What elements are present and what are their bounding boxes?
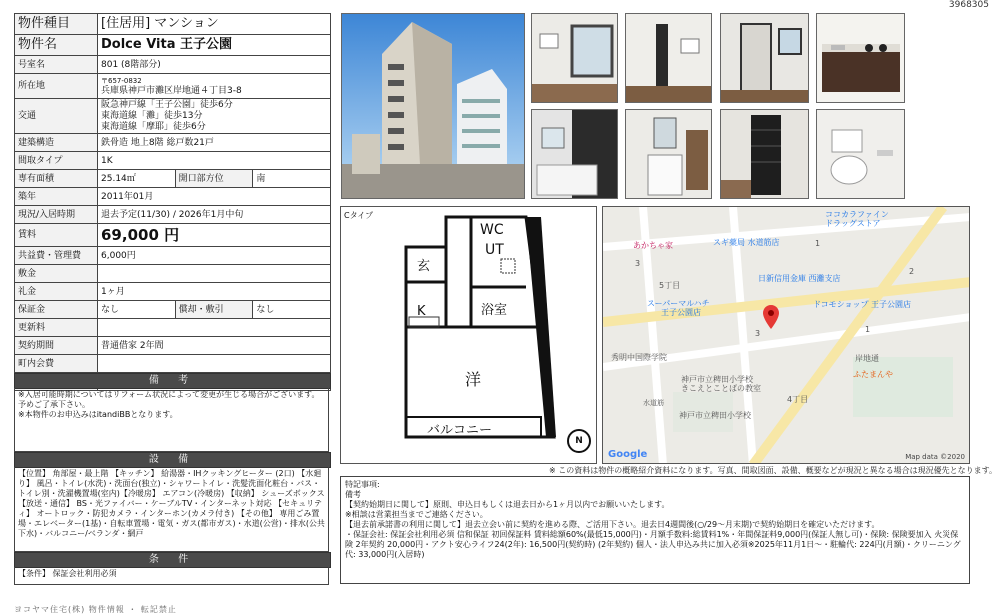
room-value: 801 (8階部分) xyxy=(98,56,331,74)
location-map[interactable] xyxy=(602,206,970,464)
amortization-label: 償却・敷引 xyxy=(175,301,253,319)
map-label: 神戸市立稗田小学校 xyxy=(679,411,751,420)
map-label: あかちゃ家 xyxy=(633,241,673,250)
map-label: スーパーマルハチ xyxy=(647,299,710,308)
map-label: 3 xyxy=(635,259,641,268)
genkan-label: 玄 xyxy=(417,259,431,274)
room-label: 号室名 xyxy=(15,56,98,74)
map-label: 2 xyxy=(909,267,915,276)
traffic-label: 交通 xyxy=(15,99,98,134)
direction-label: 開口部方位 xyxy=(175,170,253,188)
biko-header: 備 考 xyxy=(14,373,331,389)
traffic-line: 阪急神戸線「王子公園」徒歩6分 xyxy=(101,99,233,110)
setsubi-text: 【位置】 角部屋・最上階 【キッチン】 給湯器・IHクッキングヒーター (2口) 【水廻り】 風呂・トイレ(水洗)・洗面台(独立)・シャワートイレ・洗髪洗面化粧台・バス・トイレ別・洗濯機置場(室内)【冷暖房】 エアコン(冷暖房) 【収納】 シューズボックス 【放送・通信】 BS・光ファイバー・ケーブルTV・インターネット対応 【セキュリティ】 オートロック・防犯カメラ・インターホン(カメラ付き) 【その他】 専用ごみ置場・エレベーター(1基)・自転車置場・電気・ガス(都市ガス)・水道(公営)・排水(公共下水)・バルコニー/ベランダ・網戸 xyxy=(14,467,329,552)
address-value xyxy=(98,74,331,99)
contract-value: 普通借家 2年間 xyxy=(98,337,331,355)
document-id: 3968305 xyxy=(948,0,989,10)
area-label: 専有面積 xyxy=(15,170,98,188)
move-in-value: 退去予定(11/30) / 2026年1月中旬 xyxy=(98,206,331,224)
footer-text: ヨコヤマ住宅(株) 物件情報 ・ 転記禁止 xyxy=(14,605,177,614)
guarantee-label: 保証金 xyxy=(15,301,98,319)
town-fee-value xyxy=(98,355,331,373)
balcony-label: バルコニー xyxy=(427,423,493,438)
rent-label: 賃料 xyxy=(15,224,98,247)
joken-header: 条 件 xyxy=(14,552,331,568)
guarantee-value: なし xyxy=(98,301,176,319)
map-label: 日新信用金庫 西灘支店 xyxy=(758,274,841,283)
building-exterior-photo xyxy=(341,13,525,199)
traffic-value xyxy=(98,99,331,134)
renewal-label: 更新料 xyxy=(15,319,98,337)
disclaimer-note: ※ この資料は物件の概略紹介資料になります。写真、間取図面、設備、概要などが現況と異なる場合は現況優先となります。 xyxy=(549,466,997,475)
address-label: 所在地 xyxy=(15,74,98,99)
zip-code: 〒657-0832 xyxy=(101,77,142,85)
room-photo-closet xyxy=(720,13,809,103)
map-label: ココカラファイン xyxy=(825,210,889,219)
kitchen-label: K xyxy=(417,304,426,319)
traffic-line: 東海道線「灘」徒歩13分 xyxy=(101,110,203,121)
map-copyright: Map data ©2020 xyxy=(905,453,965,461)
traffic-line: 東海道線「摩耶」徒歩6分 xyxy=(101,121,206,132)
map-label: ふたまんや xyxy=(853,370,893,379)
map-label: ドコモショップ 王子公園店 xyxy=(813,300,912,309)
amortization-value: なし xyxy=(253,301,331,319)
name-value: Dolce Vita 王子公園 xyxy=(98,35,331,56)
map-label: 岸地通 xyxy=(855,354,879,363)
map-label: 王子公園店 xyxy=(661,308,701,317)
google-logo: Google xyxy=(608,449,648,460)
map-label: 4丁目 xyxy=(787,395,809,404)
town-fee-label: 町内会費 xyxy=(15,355,98,373)
room-photo-window xyxy=(531,13,618,103)
location-pin-icon xyxy=(763,305,779,329)
key-money-value: 1ヶ月 xyxy=(98,283,331,301)
type-label: 物件種目 xyxy=(15,14,98,35)
map-label: きこえとことばの教室 xyxy=(681,384,761,393)
western-room-label: 洋 xyxy=(465,370,482,389)
built-label: 築年 xyxy=(15,188,98,206)
toilet-photo xyxy=(816,109,905,199)
name-label: 物件名 xyxy=(15,35,98,56)
layout-value: 1K xyxy=(98,152,331,170)
deposit-label: 敷金 xyxy=(15,265,98,283)
map-label: 水道筋 xyxy=(643,399,664,407)
floor-plan xyxy=(340,206,597,464)
move-in-label: 現況/入居時期 xyxy=(15,206,98,224)
type-value: [住居用] マンション xyxy=(98,14,331,35)
map-label: 1 xyxy=(865,325,871,334)
area-value: 25.14㎡ xyxy=(98,170,176,188)
contract-label: 契約期間 xyxy=(15,337,98,355)
address-text: 兵庫県神戸市灘区岸地通４丁目3-8 xyxy=(101,86,242,96)
property-info-table xyxy=(14,13,331,391)
special-remarks: 特記事項: 備考 【契約始期日に関して】原則、申込日もしくは退去日から1ヶ月以内でお願いいたします。 ※相談は営業担当までご連絡ください。 【退去前承諾書の利用に関して】退去立会い前に契約を進める際、ご活用下さい。退去日4週間後(○/29〜月末期)で契約始期日を確定いただけます。 ・保証会社: 保証会社利用必須 信和保証 初回保証料 賃料総額60%(最低15,000円)・月額手数料:総賃料1%・年間保証料9,000円(保証人無し可)・保険: 保険要加入 火災保険 2年契約 20,000円・アクト安心ライフ24(2年): 16,500円(契約時) (2年契約) 個人・法人申込み共に加入必須※2025年11月1日〜・駐輪代: 224円(月額)・クリーニング代: 33,000円(入居時) xyxy=(340,476,970,584)
map-label: ドラッグストア xyxy=(825,219,881,228)
structure-value: 鉄骨造 地上8階 総戸数21戸 xyxy=(98,134,331,152)
shoebox-photo xyxy=(720,109,809,199)
built-value: 2011年01月 xyxy=(98,188,331,206)
map-label: 秀明中国際学院 xyxy=(611,353,667,362)
key-money-label: 礼金 xyxy=(15,283,98,301)
floor-plan-type-label: Cタイプ xyxy=(344,211,374,220)
renewal-value xyxy=(98,319,331,337)
map-label: 3 xyxy=(755,329,761,338)
structure-label: 建築構造 xyxy=(15,134,98,152)
washbasin-photo xyxy=(625,109,712,199)
fee-label: 共益費・管理費 xyxy=(15,247,98,265)
wc-label: WC xyxy=(480,222,504,238)
rent-value: 69,000 円 xyxy=(98,224,331,247)
deposit-value xyxy=(98,265,331,283)
map-label: スギ薬局 水道筋店 xyxy=(713,238,780,247)
map-label: 5丁目 xyxy=(659,281,681,290)
direction-value: 南 xyxy=(253,170,331,188)
kitchen-photo xyxy=(816,13,905,103)
layout-label: 間取タイプ xyxy=(15,152,98,170)
setsubi-header: 設 備 xyxy=(14,452,331,468)
north-compass-icon: N xyxy=(567,429,591,453)
map-label: 神戸市立稗田小学校 xyxy=(681,375,753,384)
fee-value: 6,000円 xyxy=(98,247,331,265)
bathroom-photo xyxy=(531,109,618,199)
room-photo-door xyxy=(625,13,712,103)
joken-text: 【条件】 保証会社利用必須 xyxy=(14,567,329,585)
biko-text: ※入居可能時期についてはリフォーム状況によって変更が生じる場合がございます。予めご了承下さい。 ※本物件のお申込みはitandiBBとなります。 xyxy=(14,388,329,452)
ut-label: UT xyxy=(485,242,504,258)
bath-label: 浴室 xyxy=(481,303,508,318)
map-label: 1 xyxy=(815,239,821,248)
